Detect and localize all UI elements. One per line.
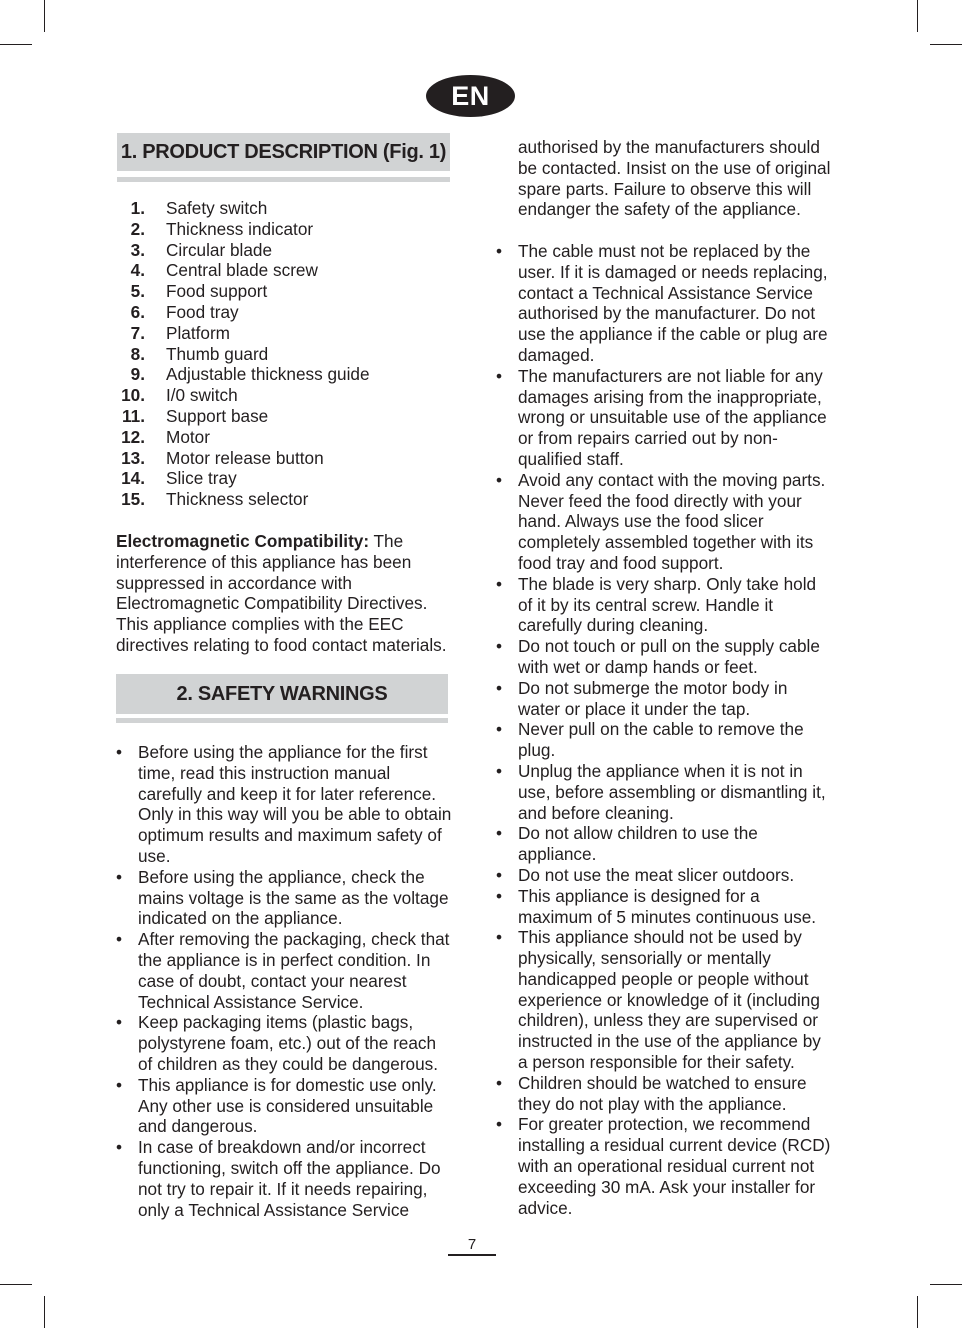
list-item: • Children should be watched to ensure they do not play with the appliance. xyxy=(496,1073,832,1115)
list-item: • Before using the appliance, check the mains voltage is the same as the voltage indicated on the appliance. xyxy=(116,867,452,929)
heading-underline xyxy=(117,177,450,182)
crop-mark xyxy=(917,1296,918,1328)
heading-underline xyxy=(116,718,448,723)
list-item: 9. Adjustable thickness guide xyxy=(130,364,370,385)
list-item: 7. Platform xyxy=(130,322,230,343)
parts-list xyxy=(116,198,446,510)
list-item: 4. Central blade screw xyxy=(130,260,318,281)
list-item: • Before using the appliance for the first time, read this instruction manual carefully and keep it for later reference. Only in this way will you be able to obtain optimum results and maximum safety of use. xyxy=(116,742,452,867)
emc-paragraph xyxy=(116,531,456,656)
warnings-list-right xyxy=(496,241,832,1218)
list-item: • Do not submerge the motor body in water or place it under the tap. xyxy=(496,678,832,720)
section-title: 1. PRODUCT DESCRIPTION (Fig. 1) xyxy=(120,141,447,163)
list-item: 2. Thickness indicator xyxy=(130,218,314,239)
crop-mark xyxy=(44,0,45,32)
crop-mark xyxy=(0,1284,32,1285)
crop-mark xyxy=(930,1284,962,1285)
continued-warning-text: authorised by the manufacturers should be contacted. Insist on the use of original spare parts. Failure to observe this will endanger the safety of the appliance. xyxy=(518,137,831,220)
list-item: • In case of breakdown and/or incorrect functioning, switch off the appliance. Do not try to repair it. If it needs repairing, only a Technical Assistance Service xyxy=(116,1137,452,1220)
crop-mark xyxy=(44,1296,45,1328)
list-item: 8. Thumb guard xyxy=(130,343,269,364)
list-item: • Do not allow children to use the appliance. xyxy=(496,823,832,865)
list-item: • The manufacturers are not liable for any damages arising from the inappropriate, wrong or unsuitable use of the appliance or from repairs carried out by non-qualified staff. xyxy=(496,366,832,470)
list-item: • Avoid any contact with the moving parts. Never feed the food directly with your hand. Always use the food slicer completely assembled together with its food tray and food support. xyxy=(496,470,832,574)
emc-text: The interference of this appliance has been suppressed in accordance with Electromagnetic Compatibility Directives. This appliance complies with the EEC directives relating to food contact materials. xyxy=(116,531,447,655)
list-item: • The cable must not be replaced by the user. If it is damaged or needs replacing, contact a Technical Assistance Service authorised by the manufacturer. Do not use the appliance if the cable or plug are damaged. xyxy=(496,241,832,366)
list-item: 11. Support base xyxy=(122,405,269,426)
language-badge: EN xyxy=(426,75,515,117)
list-item: • This appliance is designed for a maximum of 5 minutes continuous use. xyxy=(496,886,832,928)
list-item: 1. Safety switch xyxy=(130,198,268,218)
list-item: 13. Motor release button xyxy=(121,447,324,468)
list-item: 12. Motor xyxy=(121,426,210,447)
list-item: • Do not touch or pull on the supply cable with wet or damp hands or feet. xyxy=(496,636,832,678)
list-item: • The blade is very sharp. Only take hold of it by its central screw. Handle it carefully during cleaning. xyxy=(496,574,832,636)
list-item: • For greater protection, we recommend installing a residual current device (RCD) with an operational residual current not exceeding 30 mA. Ask your installer for advice. xyxy=(496,1114,832,1218)
list-item: 6. Food tray xyxy=(130,301,239,322)
list-item: 5. Food support xyxy=(130,281,268,302)
list-item: 3. Circular blade xyxy=(130,239,273,260)
page-number-underline xyxy=(448,1254,496,1256)
crop-mark xyxy=(0,44,32,45)
warnings-list-left xyxy=(116,742,452,1220)
section-safety-warnings-heading xyxy=(116,674,448,714)
section-product-description-heading xyxy=(117,133,450,171)
list-item: 14. Slice tray xyxy=(121,468,237,489)
emc-heading: Electromagnetic Compatibility: xyxy=(116,531,370,551)
list-item: • This appliance should not be used by physically, sensorially or mentally handicapped people or people without experience or knowledge of it (including children), unless they are supervised or instructed in the use of the appliance by a person responsible for their safety. xyxy=(496,927,832,1073)
list-item: 10. I/0 switch xyxy=(121,385,238,406)
crop-mark xyxy=(930,44,962,45)
list-item: 15. Thickness selector xyxy=(121,489,309,510)
list-item: • After removing the packaging, check that the appliance is in perfect condition. In case of doubt, contact your nearest Technical Assistance Service. xyxy=(116,929,452,1012)
list-item: • Keep packaging items (plastic bags, polystyrene foam, etc.) out of the reach of children as they could be dangerous. xyxy=(116,1012,452,1074)
list-item: • Never pull on the cable to remove the plug. xyxy=(496,719,832,761)
list-item: • Do not use the meat slicer outdoors. xyxy=(496,865,832,886)
list-item: • Unplug the appliance when it is not in use, before assembling or dismantling it, and before cleaning. xyxy=(496,761,832,823)
list-item: • This appliance is for domestic use only. Any other use is considered unsuitable and dangerous. xyxy=(116,1075,452,1137)
section-title: 2. SAFETY WARNINGS xyxy=(176,683,388,705)
page-number: 7 xyxy=(467,1236,477,1253)
crop-mark xyxy=(917,0,918,32)
